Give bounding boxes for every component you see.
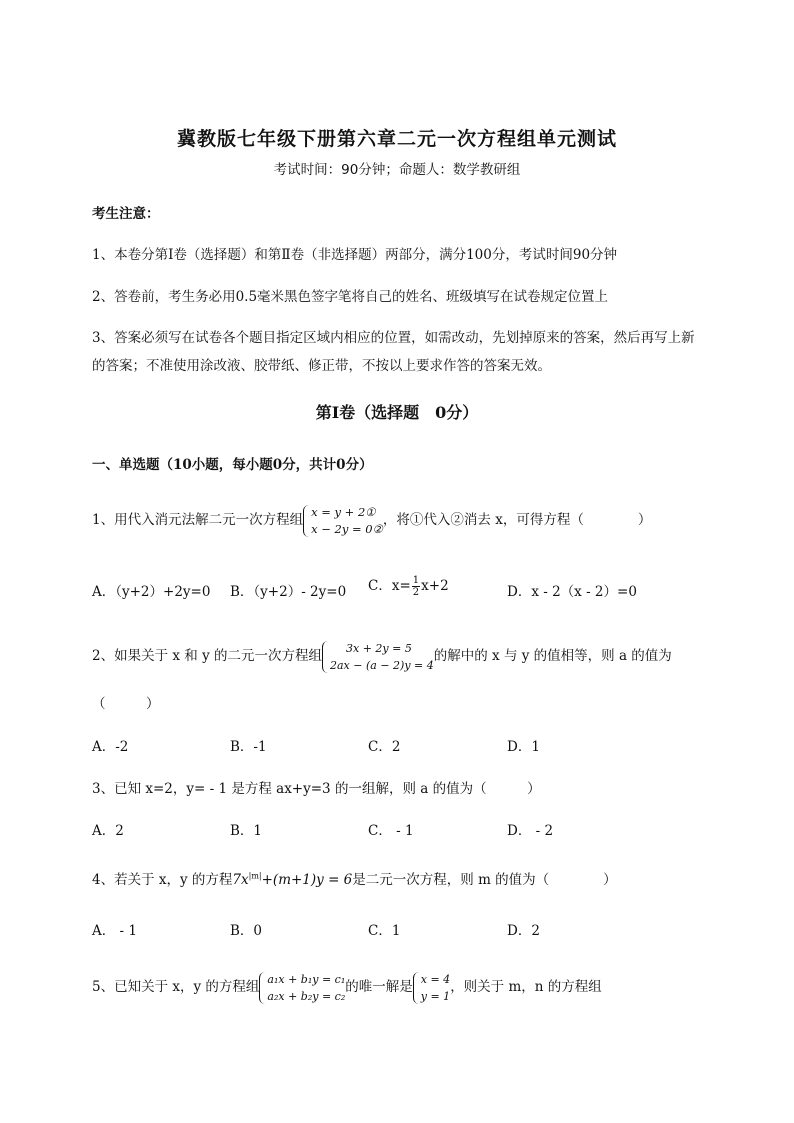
- q2-option-a: A．-2: [92, 739, 129, 755]
- q4-option-c: C．1: [368, 923, 401, 939]
- q4-equation-a: 7x: [232, 872, 249, 888]
- q1-option-c-fraction: [412, 575, 420, 598]
- q2-eq2: 2ax − (a − 2)y = 4: [330, 658, 434, 672]
- q1-frac-num: 1: [412, 575, 420, 586]
- q2-stem: 2、如果关于 x 和 y 的二元一次方程组: [92, 648, 322, 664]
- q5-eq1: a₁x + b₁y = c₁: [267, 972, 346, 986]
- q5-stem-end: ，则关于 m，n 的方程组: [450, 979, 602, 995]
- question-5: [92, 967, 602, 1007]
- q4-option-b: B．0: [230, 923, 263, 939]
- q2-option-b: B．-1: [230, 739, 267, 755]
- q1-option-d: D．x - 2（x - 2）=0: [507, 584, 637, 600]
- question-4: [92, 868, 617, 888]
- q5-stem: 5、已知关于 x，y 的方程组: [92, 979, 260, 995]
- q1-frac-den: 2: [412, 587, 420, 598]
- q3-option-b: B．1: [230, 823, 263, 839]
- q5-eq2: a₂x + b₂y = c₂: [267, 989, 346, 1003]
- q3-option-d: D． - 2: [507, 823, 554, 839]
- q4-option-d: D．2: [507, 923, 540, 939]
- q5-stem-mid: 的唯一解是: [345, 979, 413, 995]
- q4-option-a: A． - 1: [92, 923, 137, 939]
- question-3: 3、已知 x=2，y= - 1 是方程 ax+y=3 的一组解，则 a 的值为（ ）: [92, 781, 541, 797]
- q2-equation-system: [322, 640, 434, 674]
- q1-option-c-post: x+2: [421, 578, 449, 594]
- part-title: 一、单选题（10小题，每小题0分，共计0分）: [92, 457, 373, 473]
- question-2: [92, 636, 672, 676]
- q1-eq2: x − 2y = 0②: [311, 521, 383, 536]
- q2-stem-end: 的解中的 x 与 y 的值相等，则 a 的值为: [433, 648, 672, 664]
- q1-option-a: A．（y+2）+2y=0: [92, 584, 211, 600]
- q1-equation-system: [303, 504, 383, 538]
- q4-stem: 4、若关于 x，y 的方程: [92, 872, 233, 888]
- q3-option-c: C． - 1: [368, 823, 414, 839]
- q5-solution-system: [413, 971, 450, 1005]
- q5-sol1: x = 4: [420, 972, 451, 986]
- q5-equation-system: [259, 971, 345, 1005]
- q2-option-c: C．2: [368, 739, 401, 755]
- notice-item-2: 2、答卷前，考生务必用0.5毫米黑色签字笔将自己的姓名、班级填写在试卷规定位置上: [92, 289, 609, 305]
- exam-subtitle: 考试时间：90分钟；命题人：数学教研组: [273, 162, 521, 178]
- section-title: 第I卷（选择题 0分）: [315, 403, 479, 422]
- q4-stem-end: 是二元一次方程，则 m 的值为（ ）: [352, 872, 617, 888]
- q2-answer-paren: （ ）: [92, 696, 160, 712]
- q1-stem: 1、用代入消元法解二元一次方程组: [92, 512, 304, 528]
- notice-item-1: 1、本卷分第I卷（选择题）和第Ⅱ卷（非选择题）两部分，满分100分，考试时间90分钟: [92, 247, 618, 263]
- q1-eq1: x = y + 2①: [311, 504, 376, 519]
- q1-stem-end: ，将①代入②消去 x，可得方程（ ）: [382, 512, 652, 528]
- q2-option-d: D．1: [507, 739, 540, 755]
- q1-option-c-pre: C．x=: [368, 578, 411, 594]
- q4-equation-b: +(m+1)y = 6: [261, 872, 353, 888]
- q5-sol2: y = 1: [420, 989, 451, 1003]
- q1-option-b: B．（y+2）- 2y=0: [230, 584, 347, 600]
- exam-title: 冀教版七年级下册第六章二元一次方程组单元测试: [176, 128, 617, 150]
- notice-heading: 考生注意：: [92, 206, 160, 222]
- notice-item-3-cont: 的答案；不准使用涂改液、胶带纸、修正带，不按以上要求作答的答案无效。: [92, 358, 551, 374]
- q3-option-a: A．2: [92, 823, 124, 839]
- q4-equation-exp: |m|: [248, 871, 262, 881]
- notice-item-3: 3、答案必须写在试卷各个题目指定区域内相应的位置，如需改动，先划掉原来的答案，然后再写上新: [92, 330, 695, 346]
- q1-option-c: [368, 574, 449, 598]
- question-1: [92, 500, 651, 540]
- q2-eq1: 3x + 2y = 5: [346, 641, 412, 655]
